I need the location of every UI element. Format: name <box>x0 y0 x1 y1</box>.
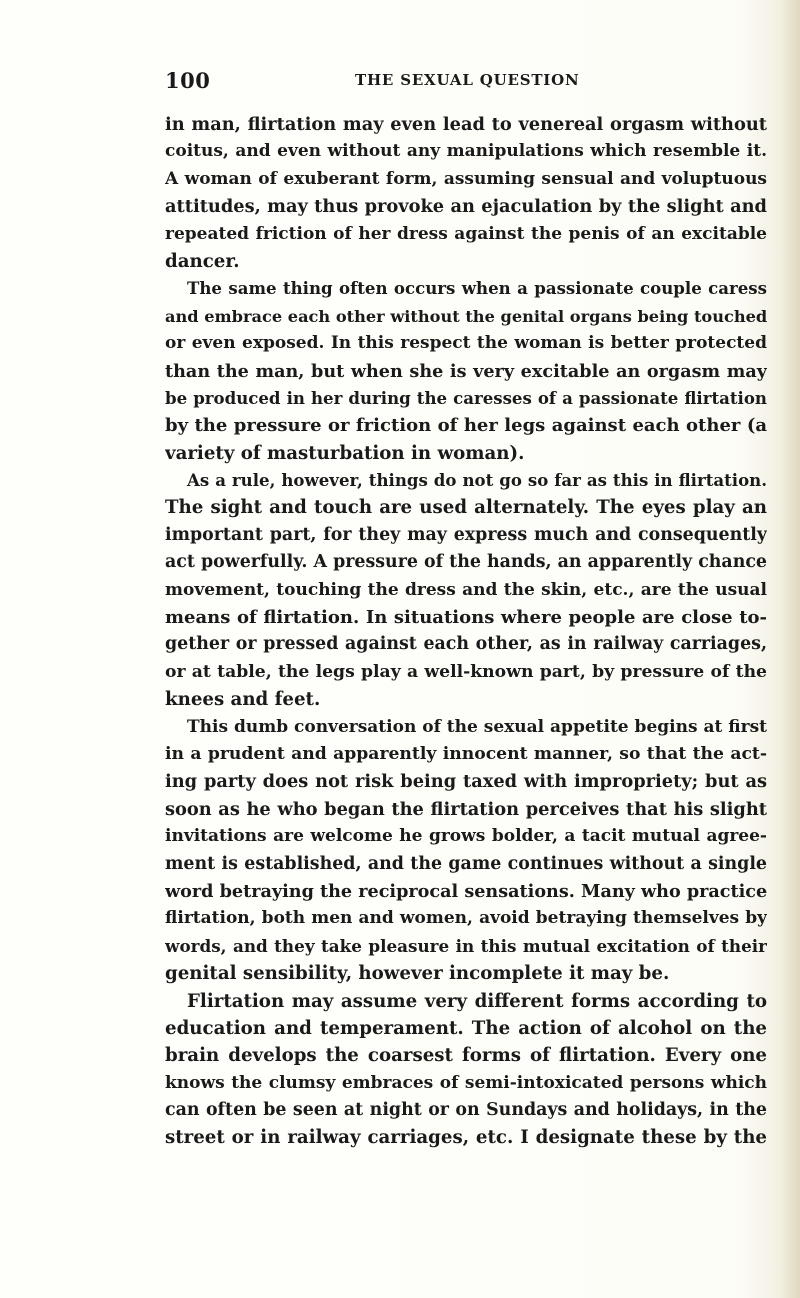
paragraph-start-line: As a rule, however, things do not go so far as this in flirtation. <box>187 470 767 491</box>
text-line: dancer. <box>165 250 240 272</box>
text-line: means of flirtation. In situations where people are close to- <box>165 607 767 629</box>
text-line: act powerfully. A pressure of the hands, an apparently chance <box>165 552 767 573</box>
paragraph-start-line: The same thing often occurs when a passionate couple caress <box>187 278 767 299</box>
paragraph-start-line: This dumb conversation of the sexual appetite begins at first <box>187 716 767 737</box>
text-line: attitudes, may thus provoke an ejaculation by the slight and <box>165 196 767 218</box>
text-line: important part, for they may express much and consequently <box>165 524 767 545</box>
text-line: invitations are welcome he grows bolder, a tacit mutual agree- <box>165 826 767 847</box>
page-edge-shadow <box>782 0 800 1298</box>
text-line: than the man, but when she is very excitable an orgasm may <box>165 360 767 382</box>
text-line: ment is established, and the game continues without a single <box>165 853 767 874</box>
text-line: in a prudent and apparently innocent manner, so that the act- <box>165 743 767 764</box>
text-line: flirtation, both men and women, avoid betraying themselves by <box>165 908 767 929</box>
text-line: movement, touching the dress and the skin, etc., are the usual <box>165 579 767 600</box>
page-number: 100 <box>165 68 211 93</box>
text-line: words, and they take pleasure in this mutual excitation of their <box>165 935 767 956</box>
text-line: education and temperament. The action of alcohol on the <box>165 1017 767 1039</box>
text-line: knees and feet. <box>165 689 321 711</box>
text-line: ing party does not risk being taxed with impropriety; but as <box>165 771 767 793</box>
text-line: word betraying the reciprocal sensations. Many who practice <box>165 880 767 902</box>
text-line: knows the clumsy embraces of semi-intoxicated persons which <box>165 1072 767 1093</box>
text-line: in man, flirtation may even lead to venereal orgasm without <box>165 114 767 135</box>
text-line: can often be seen at night or on Sundays and holidays, in the <box>165 1100 767 1121</box>
text-line: by the pressure or friction of her legs against each other (a <box>165 415 767 437</box>
text-line: genital sensibility, however incomplete it may be. <box>165 963 670 985</box>
page-header <box>165 68 767 98</box>
text-line: coitus, and even without any manipulations which resemble it. <box>165 141 767 162</box>
body-text <box>165 111 767 1152</box>
text-line: gether or pressed against each other, as in railway carriages, <box>165 634 767 655</box>
running-head: THE SEXUAL QUESTION <box>355 71 580 89</box>
text-line: soon as he who began the flirtation perceives that his slight <box>165 798 767 820</box>
text-line: A woman of exuberant form, assuming sensual and voluptuous <box>165 168 767 189</box>
text-line: or at table, the legs play a well-known part, by pressure of the <box>165 661 767 682</box>
text-line: be produced in her during the caresses of a passionate flirtation <box>165 387 767 408</box>
text-line: The sight and touch are used alternately. The eyes play an <box>165 497 767 519</box>
text-line: brain develops the coarsest forms of flirtation. Every one <box>165 1045 767 1067</box>
text-line: or even exposed. In this respect the woman is better protected <box>165 333 767 354</box>
paragraph-start-line: Flirtation may assume very different forms according to <box>187 990 767 1012</box>
text-line: and embrace each other without the genital organs being touched <box>165 306 767 326</box>
text-line: street or in railway carriages, etc. I designate these by the <box>165 1127 767 1149</box>
text-line: variety of masturbation in woman). <box>165 442 525 464</box>
text-line: repeated friction of her dress against the penis of an excitable <box>165 223 767 244</box>
